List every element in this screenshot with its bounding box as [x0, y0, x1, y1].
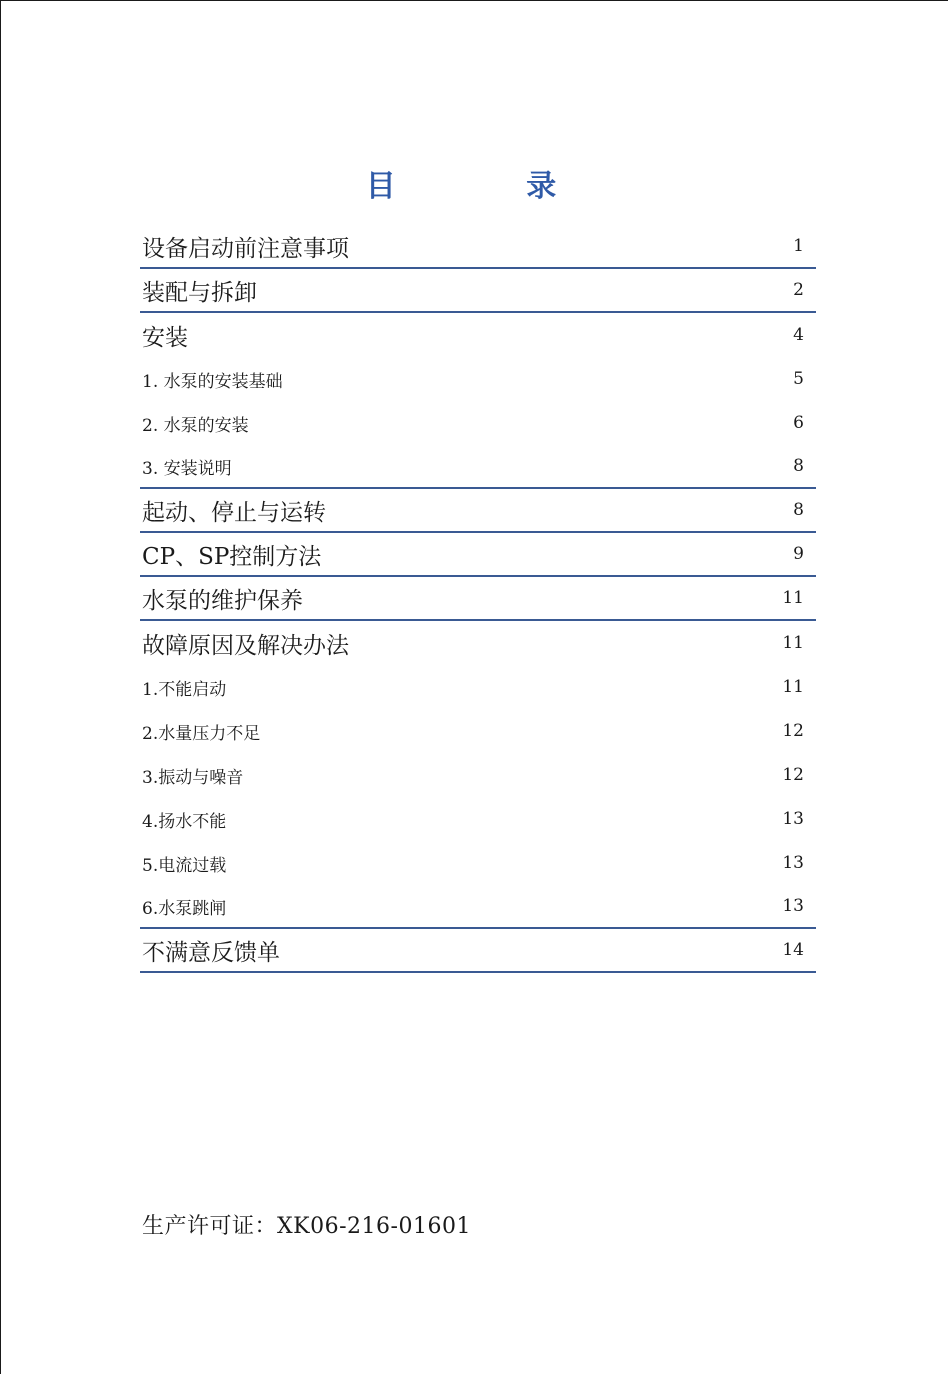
production-license: 生产许可证：XK06-216-01601 — [142, 1214, 471, 1239]
toc-entry-label: 故障原因及解决办法 — [142, 632, 349, 659]
toc-entry-label: 安装 — [142, 324, 188, 351]
toc-entry-page: 8 — [793, 500, 804, 520]
toc-entry-cannot-start — [140, 665, 816, 709]
toc-entry-troubleshooting — [140, 621, 816, 665]
toc-entry-label: 3.振动与噪音 — [142, 767, 244, 788]
toc-entry-page: 8 — [793, 456, 804, 476]
toc-entry-label: 5.电流过载 — [142, 855, 227, 876]
toc-entry-current-overload — [140, 841, 816, 885]
toc-entry-label: 装配与拆卸 — [142, 279, 257, 306]
toc-entry-maintenance — [140, 577, 816, 621]
toc-entry-assembly — [140, 269, 816, 313]
toc-entry-label: CP、SP控制方法 — [142, 543, 322, 570]
table-of-contents — [140, 225, 816, 973]
toc-entry-label: 4.扬水不能 — [142, 811, 227, 832]
toc-entry-no-pumping — [140, 797, 816, 841]
toc-entry-page: 12 — [782, 721, 804, 741]
toc-entry-startup-precautions — [140, 225, 816, 269]
toc-entry-start-stop-run — [140, 489, 816, 533]
toc-entry-page: 6 — [793, 413, 804, 433]
toc-entry-low-flow-pressure — [140, 709, 816, 753]
toc-entry-cp-sp-control — [140, 533, 816, 577]
toc-entry-installation — [140, 313, 816, 357]
toc-entry-install-foundation — [140, 357, 816, 401]
toc-entry-page: 4 — [793, 325, 804, 345]
toc-entry-pump-install — [140, 401, 816, 445]
toc-entry-label: 3. 安装说明 — [142, 458, 232, 479]
toc-entry-page: 14 — [782, 940, 804, 960]
page-title: 目 录 — [365, 169, 617, 204]
toc-entry-label: 水泵的维护保养 — [142, 587, 303, 614]
toc-entry-label: 设备启动前注意事项 — [142, 235, 349, 262]
toc-entry-page: 11 — [782, 633, 804, 653]
toc-entry-page: 13 — [782, 896, 804, 916]
toc-entry-feedback-form — [140, 929, 816, 973]
toc-entry-page: 5 — [793, 369, 804, 389]
toc-entry-label: 2.水量压力不足 — [142, 723, 261, 744]
toc-entry-page: 9 — [793, 544, 804, 564]
toc-entry-label: 2. 水泵的安装 — [142, 415, 249, 436]
toc-entry-pump-trip — [140, 885, 816, 929]
toc-entry-label: 1.不能启动 — [142, 679, 227, 700]
toc-entry-label: 起动、停止与运转 — [142, 499, 326, 526]
toc-entry-label: 1. 水泵的安装基础 — [142, 371, 283, 392]
toc-entry-install-notes — [140, 445, 816, 489]
toc-entry-label: 不满意反馈单 — [142, 939, 280, 966]
toc-entry-vibration-noise — [140, 753, 816, 797]
toc-entry-label: 6.水泵跳闸 — [142, 898, 227, 919]
toc-entry-page: 12 — [782, 765, 804, 785]
toc-entry-page: 13 — [782, 853, 804, 873]
toc-entry-page: 11 — [782, 588, 804, 608]
toc-entry-page: 13 — [782, 809, 804, 829]
toc-entry-page: 1 — [793, 236, 804, 256]
toc-entry-page: 11 — [782, 677, 804, 697]
toc-entry-page: 2 — [793, 280, 804, 300]
